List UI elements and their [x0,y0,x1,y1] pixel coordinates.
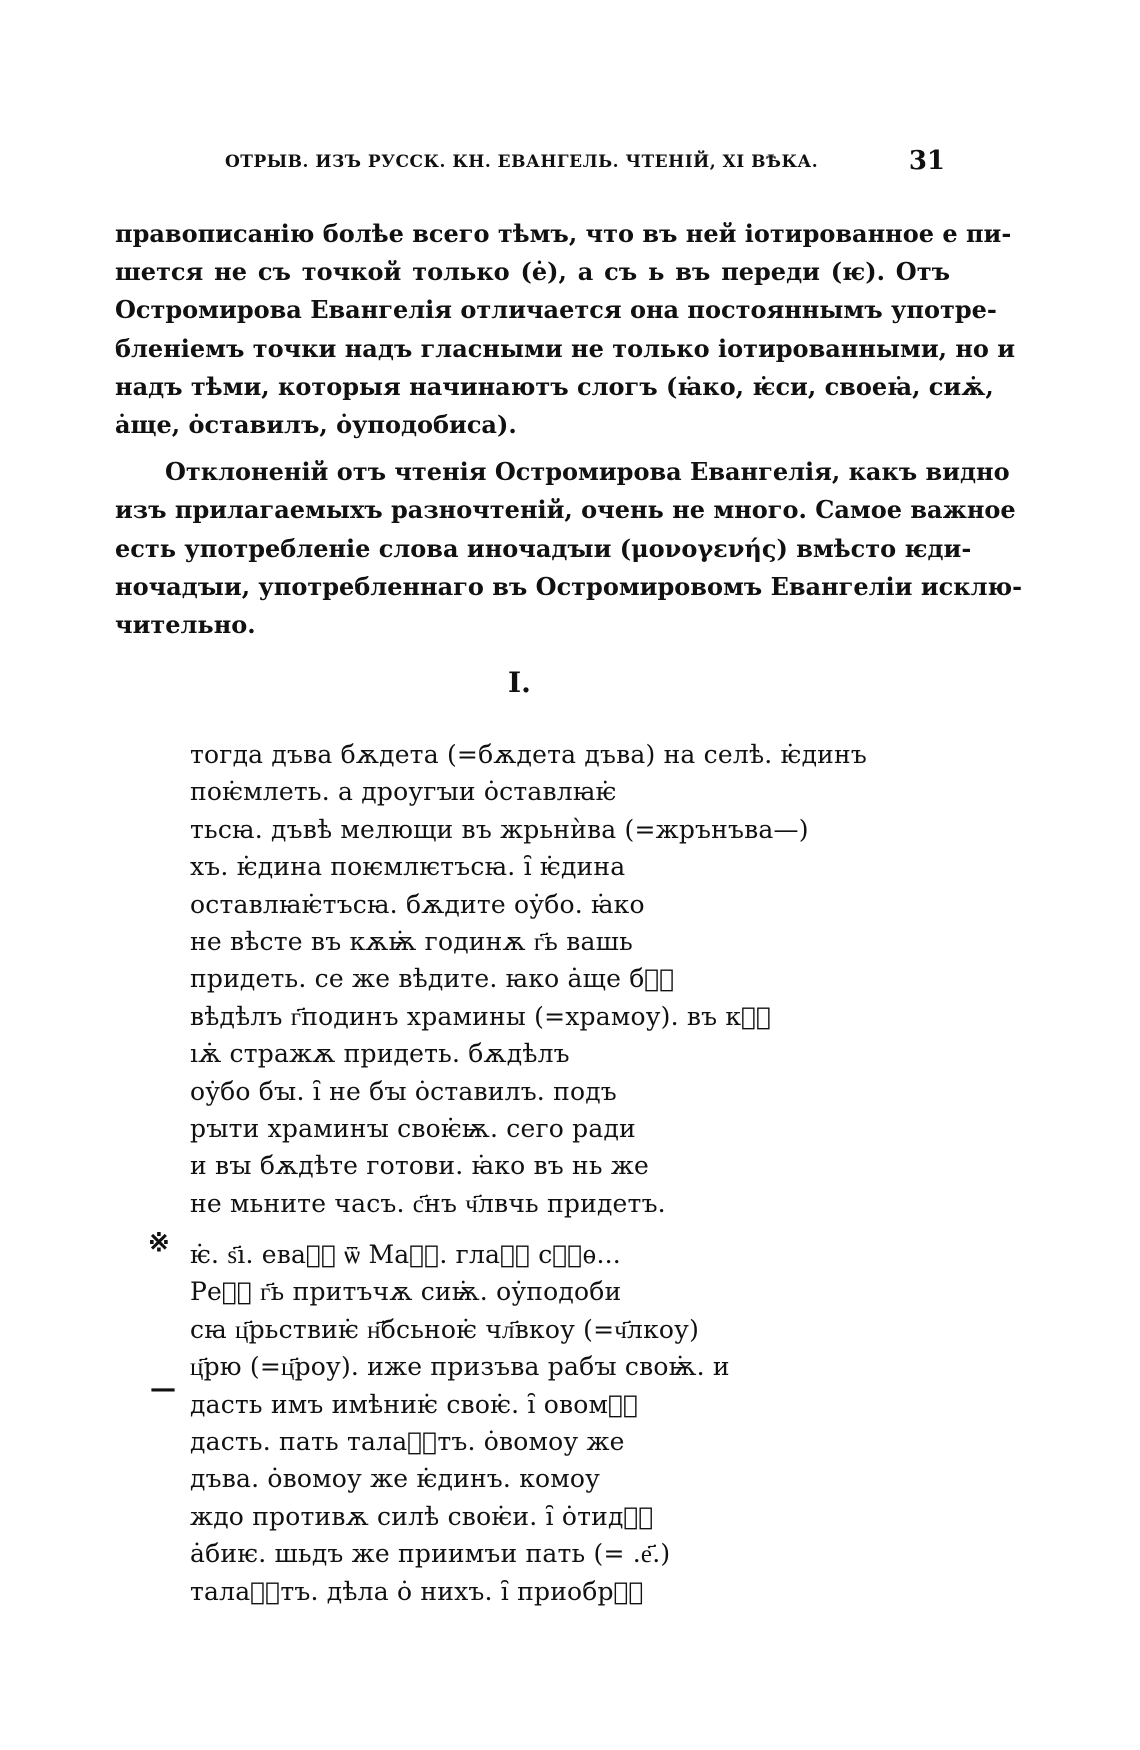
slavonic-line: тогда дъва бѫдета (=бѫдета дъва) на селѣ. ѥ̇динъ [190,740,868,769]
section-numeral: I. [508,666,531,699]
text-line: Отклоненій отъ чтенія Остромирова Евангелія, какъ видно [165,457,1010,487]
slavonic-passage-1 [190,736,950,1222]
text-line: ȧще, ȯставилъ, ȯуподобиса). [115,409,517,439]
slavonic-line: не мьните часъ. с҃нъ ч҃лвчь придетъ. [190,1188,666,1218]
margin-dash: — [150,1374,176,1404]
slavonic-line: ȧбиѥ. шьдъ же приимъи пать (= .е҃.) [190,1539,671,1569]
text-line: чительно. [115,609,256,639]
text-line: есть употребленіе слова иночадꙑи (μονογενής) вмѣсто ѥди- [115,533,972,563]
rubric-gap [190,1222,950,1236]
slavonic-line: хъ. ѥ̇дина поѥмлѥтъсꙗ. ȋ ѥ̇дина [190,852,626,882]
reference-mark: ※ [148,1228,170,1258]
slavonic-line: ıѫ̇ стражѫ придеть. бѫдѣлъ [190,1039,570,1069]
slavonic-line: ждо противѫ силѣ своѥ̇и. ȋ ȯтидⷪ҇ [190,1501,654,1531]
text-line: шется не съ точкой только (ė), а съ ь въ переди (ѥ). Отъ [115,257,950,287]
paragraph-1 [115,215,1016,444]
slavonic-line: сꙗ ц҃рьствиѥ̇ н҃бсьноѥ̇ чл҃вкоу (=ч҃лкоу) [190,1314,700,1344]
slavonic-line: Реⷱ҇ г҃ь притъчѫ сиѭ̇. оу̇подоби [190,1277,622,1307]
paragraph-gap [115,444,950,453]
text-line: Остромирова Евангелія отличается она постояннымъ употре- [115,295,997,325]
text-line: бленіемъ точки надъ гласными не только іотированными, но и [115,333,1016,363]
slavonic-line: талаⷩ҇тъ. дѣла ȯ нихъ. ȋ приобрⷪ҇ [190,1576,644,1606]
intro-text [115,215,1023,644]
slavonic-line: дъва. ȯвомоу же ѥ̇динъ. комоу [190,1464,601,1494]
running-title: ОТРЫВ. ИЗЪ РУССК. КН. ЕВАНГЕЛЬ. ЧТЕНІЙ, XI ВѢКА. [225,152,819,172]
slavonic-line: оставлꙗѥ̇тъсꙗ. бѫдите оу̇бо. ꙗ̇ко [190,889,645,919]
running-header [225,146,945,186]
text-line: надъ тѣми, которыя начинаютъ слогъ (ꙗ̇ко, ѥ̇си, своеꙗ̇, сиѫ̇, [115,371,994,401]
text-line: правописанію болѣе всего тѣмъ, что въ ней іотированное е пи- [115,219,1012,248]
slavonic-text [190,736,950,1610]
slavonic-line: поѥ̇млеть. а дроугꙑи ȯставлꙗѥ̇ [190,777,617,807]
slavonic-line: не вѣсте въ кѫѭ̇ годинѫ г҃ь вашь [190,926,633,956]
lection-rubric: ѥ̇. ѕ҃ı. еваⷩ҇ ѿ Маⷴ҇. глаⷡ҇ сⷩ҇ѳ... [190,1240,621,1270]
slavonic-line: рꙑти храминꙑ своѥ̇ѭ. сего ради [190,1113,636,1143]
slavonic-line: тьсꙗ. дъвѣ мелющи въ жрьнѝва (=жрънъва—) [190,814,809,844]
slavonic-passage-2 [190,1273,950,1610]
slavonic-line: вѣдѣлъ г҃подинъ храмины (=храмоу). въ кⷪ҇ [190,1001,772,1031]
page-number: 31 [908,146,945,176]
slavonic-line: ц҃рю (=ц҃роу). иже призъва рабꙑ своѭ̇. и [190,1352,730,1382]
slavonic-line: дасть имъ имѣниѥ̇ своѥ̇. ȋ овомⷪ҇ [190,1389,639,1419]
slavonic-line: оу̇бо бꙑ. ȋ не бꙑ ȯставилъ. подъ [190,1076,617,1106]
text-line: ночадꙑи, употребленнаго въ Остромировомъ Евангеліи исклю- [115,571,1023,601]
paragraph-2 [115,453,1023,644]
slavonic-line: и вꙑ бѫдѣте готови. ꙗ̇ко въ нь же [190,1151,650,1181]
text-line: изъ прилагаемыхъ разночтеній, очень не много. Самое важное [115,495,1016,525]
slavonic-line: придеть. се же вѣдите. ꙗко ȧще бⷪ҇ [190,964,675,994]
slavonic-line: дасть. пать талаⷩ҇тъ. ȯвомоу же [190,1427,625,1457]
